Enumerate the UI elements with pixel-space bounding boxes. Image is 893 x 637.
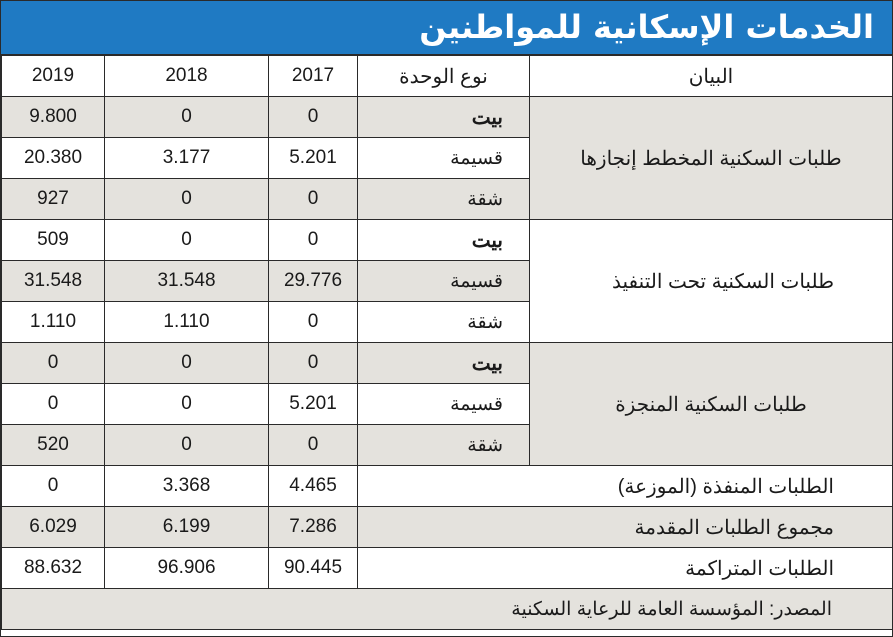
cell-unit: قسيمة xyxy=(358,261,530,302)
cell-2019: 20.380 xyxy=(2,138,105,179)
cell-2019: 1.110 xyxy=(2,302,105,343)
housing-services-table xyxy=(1,55,893,630)
source-note: المصدر: المؤسسة العامة للرعاية السكنية xyxy=(2,589,893,630)
cell-2018: 0 xyxy=(105,384,269,425)
totals-row-submitted xyxy=(2,507,893,548)
source-row xyxy=(2,589,893,630)
cell-unit: قسيمة xyxy=(358,138,530,179)
group-label-completed: طلبات السكنية المنجزة xyxy=(530,343,893,466)
cell-2018: 1.110 xyxy=(105,302,269,343)
cell-2018: 3.177 xyxy=(105,138,269,179)
cell-2019: 6.029 xyxy=(2,507,105,548)
cell-unit: شقة xyxy=(358,302,530,343)
table-row xyxy=(2,97,893,138)
cell-2017: 0 xyxy=(269,302,358,343)
cell-2017: 4.465 xyxy=(269,466,358,507)
group-label-planned: طلبات السكنية المخطط إنجازها xyxy=(530,97,893,220)
totals-label-accumulated: الطلبات المتراكمة xyxy=(358,548,893,589)
cell-2019: 0 xyxy=(2,343,105,384)
cell-unit: قسيمة xyxy=(358,384,530,425)
cell-2017: 0 xyxy=(269,97,358,138)
cell-2018: 0 xyxy=(105,97,269,138)
cell-2019: 509 xyxy=(2,220,105,261)
cell-2017: 5.201 xyxy=(269,384,358,425)
cell-unit: بيت xyxy=(358,343,530,384)
header-unit-type: نوع الوحدة xyxy=(358,56,530,97)
cell-2019: 88.632 xyxy=(2,548,105,589)
cell-2017: 0 xyxy=(269,425,358,466)
cell-2018: 96.906 xyxy=(105,548,269,589)
cell-unit: بيت xyxy=(358,220,530,261)
cell-2017: 90.445 xyxy=(269,548,358,589)
totals-label-submitted: مجموع الطلبات المقدمة xyxy=(358,507,893,548)
header-statement: البيان xyxy=(530,56,893,97)
table-row xyxy=(2,343,893,384)
cell-2018: 0 xyxy=(105,220,269,261)
cell-2019: 0 xyxy=(2,384,105,425)
cell-2019: 9.800 xyxy=(2,97,105,138)
header-row xyxy=(2,56,893,97)
cell-unit: شقة xyxy=(358,179,530,220)
cell-2019: 31.548 xyxy=(2,261,105,302)
cell-2017: 5.201 xyxy=(269,138,358,179)
cell-2019: 927 xyxy=(2,179,105,220)
cell-2019: 0 xyxy=(2,466,105,507)
table-row xyxy=(2,220,893,261)
cell-2018: 0 xyxy=(105,425,269,466)
cell-2017: 29.776 xyxy=(269,261,358,302)
table-title: الخدمات الإسكانية للمواطنين xyxy=(415,5,878,49)
cell-2018: 3.368 xyxy=(105,466,269,507)
cell-unit: بيت xyxy=(358,97,530,138)
cell-2018: 0 xyxy=(105,179,269,220)
header-year-2019: 2019 xyxy=(2,56,105,97)
cell-2018: 6.199 xyxy=(105,507,269,548)
header-year-2018: 2018 xyxy=(105,56,269,97)
group-label-under-construction: طلبات السكنية تحت التنفيذ xyxy=(530,220,893,343)
cell-2017: 0 xyxy=(269,343,358,384)
totals-row-executed xyxy=(2,466,893,507)
title-bar xyxy=(1,1,892,55)
cell-2017: 0 xyxy=(269,220,358,261)
totals-row-accumulated xyxy=(2,548,893,589)
totals-label-executed: الطلبات المنفذة (الموزعة) xyxy=(358,466,893,507)
header-year-2017: 2017 xyxy=(269,56,358,97)
cell-2019: 520 xyxy=(2,425,105,466)
cell-2017: 0 xyxy=(269,179,358,220)
cell-2018: 31.548 xyxy=(105,261,269,302)
cell-2017: 7.286 xyxy=(269,507,358,548)
cell-unit: شقة xyxy=(358,425,530,466)
cell-2018: 0 xyxy=(105,343,269,384)
